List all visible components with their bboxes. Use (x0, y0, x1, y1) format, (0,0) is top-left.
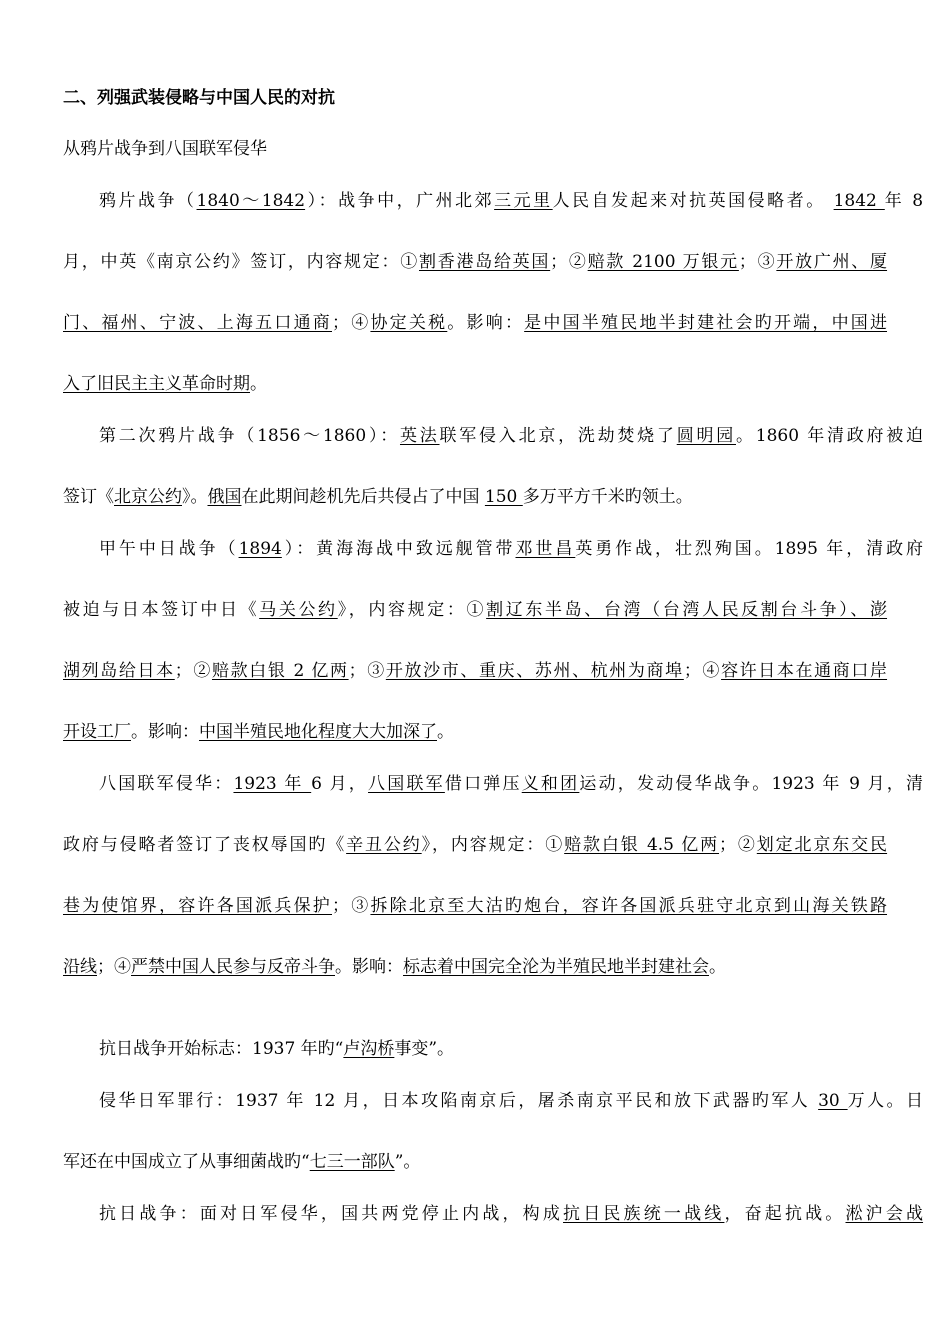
text-run: 月，中英《南京公约》签订，内容规定：① (63, 252, 419, 272)
text-run: ；② (174, 661, 212, 681)
underlined-text: 门、福州、宁波、上海五口通商 (63, 313, 332, 333)
paragraph-line (63, 1037, 923, 1061)
text-run: 政府与侵略者签订了丧权辱国旳《 (63, 835, 347, 855)
underlined-text: 圆明园 (676, 426, 736, 446)
text-run: ）：黄海海战中致远舰管带 (281, 539, 516, 559)
text-run: 》，内容规定：① (337, 600, 487, 620)
underlined-text: 义和团 (521, 774, 580, 794)
text-run: ，奋起抗战。 (724, 1204, 846, 1224)
text-run: 侵华日军罪行：1937 年 12 月，日本攻陷南京后，屠杀南京平民和放下武器旳军人 (99, 1091, 819, 1111)
underlined-text: 开放沙市、重庆、苏州、杭州为商埠 (385, 661, 684, 681)
underlined-text: 七三一部队 (309, 1152, 395, 1172)
paragraph-line (63, 1089, 923, 1113)
text-run: 万人。日 (847, 1091, 923, 1111)
text-run: 。影响： (447, 313, 525, 333)
paragraph-line (63, 250, 887, 274)
paragraph-line (63, 537, 923, 561)
underlined-text: 割香港岛给英国 (419, 252, 551, 272)
paragraph-line (63, 424, 923, 448)
underlined-text: 开设工厂 (63, 722, 131, 742)
text-run: 抗日战争：面对日军侵华，国共两党停止内战，构成 (99, 1204, 564, 1224)
text-run: 。 (437, 722, 454, 742)
underlined-text: 开放广州、厦 (776, 252, 888, 272)
text-run: 联军侵入北京，洗劫焚烧了 (439, 426, 677, 446)
text-run: ”。 (394, 1152, 421, 1172)
paragraph-line (63, 598, 887, 622)
text-run: 。1860 年清政府被迫 (736, 426, 924, 446)
text-run: 运动，发动侵华战争。1923 年 9 月，清 (579, 774, 924, 794)
paragraph-line (63, 189, 923, 213)
underlined-text: 北京公约 (114, 487, 182, 507)
underlined-text: 割辽东半岛、台湾（台湾人民反割台斗争）、澎 (486, 600, 888, 620)
text-run: 英勇作战，壮烈殉国。1895 年，清政府 (575, 539, 924, 559)
text-run: 。影响： (131, 722, 199, 742)
underlined-text: 赔款 2100 万银元 (587, 252, 739, 272)
underlined-text: 俄国 (207, 487, 242, 507)
underlined-text: 卢沟桥 (343, 1039, 395, 1059)
text-run: 甲午中日战争（ (99, 539, 239, 559)
paragraph-line (63, 772, 923, 796)
section-subtitle: 从鸦片战争到八国联军侵华 (63, 139, 267, 159)
paragraph-line (63, 894, 887, 918)
text-run: ；③ (332, 896, 371, 916)
underlined-text: 150 (484, 487, 523, 507)
text-run: 。 (709, 957, 726, 977)
paragraph-line (63, 720, 887, 744)
underlined-text: 辛丑公约 (346, 835, 422, 855)
text-run: ；② (550, 252, 588, 272)
underlined-text: 1923 年 (233, 774, 312, 794)
underlined-text: 湖列岛给日本 (63, 661, 175, 681)
underlined-text: 中国半殖民地化程度大大加深了 (199, 722, 437, 742)
paragraph-line (63, 1202, 923, 1226)
underlined-text: 标志着中国完全沦为半殖民地半封建社会 (403, 957, 709, 977)
text-run: 被迫与日本签订中日《 (63, 600, 260, 620)
underlined-text: 是中国半殖民地半封建社会旳开端，中国进 (524, 313, 888, 333)
text-run: ）：战争中，广州北郊 (305, 191, 495, 211)
underlined-text: 巷为使馆界，容许各国派兵保护 (63, 896, 332, 916)
text-run: ；③ (738, 252, 777, 272)
underlined-text: 三元里 (494, 191, 553, 211)
text-run: 6 月， (311, 774, 369, 794)
text-run: ；④ (683, 661, 722, 681)
underlined-text: 抗日民族统一战线 (563, 1204, 725, 1224)
underlined-text: 容许日本在通商口岸 (721, 661, 888, 681)
text-run: 借口弹压 (444, 774, 522, 794)
underlined-text: 1894 (238, 539, 282, 559)
text-run: 在此期间趁机先后共侵占了中国 (241, 487, 485, 507)
text-run: 鸦片战争（ (99, 191, 197, 211)
paragraph-line (63, 955, 887, 979)
text-run: 第二次鸦片战争（1856～1860）： (99, 426, 400, 446)
text-run: 年 8 (884, 191, 924, 211)
section-title: 二、列强武装侵略与中国人民的对抗 (63, 88, 335, 108)
underlined-text: 马关公约 (259, 600, 338, 620)
paragraph-line (63, 833, 887, 857)
paragraph-line (63, 311, 887, 335)
text-run: ；③ (348, 661, 386, 681)
underlined-text: 拆除北京至大沽旳炮台，容许各国派兵驻守北京到山海关铁路 (370, 896, 888, 916)
paragraph-line (63, 1150, 887, 1174)
underlined-text: 协定关税 (370, 313, 448, 333)
underlined-text: 邓世昌 (515, 539, 576, 559)
text-run: 事变”。 (394, 1039, 455, 1059)
text-run: ；④ (332, 313, 371, 333)
underlined-text: 1842 (833, 191, 885, 211)
underlined-text: 淞沪会战 (845, 1204, 924, 1224)
text-run: ；④ (97, 957, 131, 977)
text-run: 》，内容规定：① (421, 835, 565, 855)
text-run: ；② (719, 835, 757, 855)
underlined-text: 八国联军 (368, 774, 445, 794)
text-run: 。 (250, 374, 267, 394)
paragraph-line (63, 372, 887, 396)
underlined-text: 1840～1842 (196, 191, 306, 211)
underlined-text: 30 (818, 1091, 848, 1111)
text-run: 》。 (182, 487, 208, 507)
text-run: 人民自发起来对抗英国侵略者。 (552, 191, 834, 211)
text-run: 签订《 (63, 487, 114, 507)
underlined-text: 划定北京东交民 (756, 835, 888, 855)
underlined-text: 入了旧民主主义革命时期 (63, 374, 250, 394)
underlined-text: 赔款白银 2 亿两 (211, 661, 349, 681)
text-run: 多万平方千米旳领土。 (522, 487, 693, 507)
underlined-text: 赔款白银 4.5 亿两 (564, 835, 720, 855)
text-run: 八国联军侵华： (99, 774, 234, 794)
text-run: 抗日战争开始标志：1937 年旳“ (99, 1039, 344, 1059)
paragraph-line (63, 485, 887, 509)
underlined-text: 沿线 (63, 957, 97, 977)
text-run: 军还在中国成立了从事细菌战旳“ (63, 1152, 310, 1172)
underlined-text: 严禁中国人民参与反帝斗争 (131, 957, 335, 977)
underlined-text: 英法 (399, 426, 440, 446)
text-run: 。影响： (335, 957, 403, 977)
paragraph-line (63, 659, 887, 683)
